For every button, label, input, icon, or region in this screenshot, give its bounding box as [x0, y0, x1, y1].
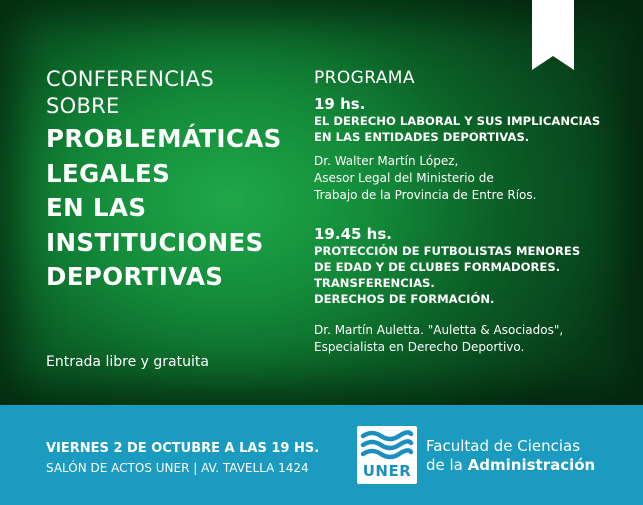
session1-speaker-line: Dr. Walter Martín López, [314, 154, 459, 168]
session1-speaker [314, 153, 624, 204]
program-block [314, 68, 624, 356]
program-title: PROGRAMA [314, 68, 415, 88]
session1-topic-line: EL DERECHO LABORAL Y SUS IMPLICANCIAS [314, 114, 601, 128]
event-title-line: LEGALES [46, 158, 171, 188]
faculty-line2-prefix: de la [426, 456, 468, 474]
faculty-line2-bold: Administración [467, 456, 596, 474]
event-title-line: PROBLEMÁTICAS [46, 124, 282, 153]
session2-topic-line: DE EDAD Y DE CLUBES FORMADORES. [314, 260, 561, 274]
event-title-line: INSTITUCIONES [46, 227, 264, 257]
session1-topic-line: EN LAS ENTIDADES DEPORTIVAS. [314, 130, 530, 144]
session1-time: 19 hs. [314, 95, 366, 113]
session2-speaker-line: Dr. Martín Auletta. "Auletta & Asociados", [314, 323, 564, 337]
event-date: VIERNES 2 DE OCTUBRE A LAS 19 HS. [46, 441, 320, 456]
session2-topic-line: TRANSFERENCIAS. [314, 276, 435, 290]
session2-topic-line: DERECHOS DE FORMACIÓN. [314, 292, 495, 306]
conference-label-line2: SOBRE [46, 94, 120, 118]
event-title-line: DEPORTIVAS [46, 262, 224, 291]
session1-topic [314, 113, 624, 145]
session2-speaker [314, 322, 624, 356]
conference-label-line1: CONFERENCIAS [46, 67, 214, 91]
logo-text: UNER [362, 462, 412, 480]
wave-icon [357, 426, 417, 462]
session1-speaker-line: Trabajo de la Provincia de Entre Ríos. [314, 188, 537, 202]
free-entry-note: Entrada libre y gratuita [46, 354, 209, 370]
session2-time: 19.45 hs. [314, 225, 392, 243]
event-place: SALÓN DE ACTOS UNER | AV. TAVELLA 1424 [46, 461, 309, 475]
faculty-name [426, 437, 595, 475]
session2-speaker-line: Especialista en Derecho Deportivo. [314, 340, 525, 354]
faculty-line2 [426, 456, 595, 475]
faculty-line1: Facultad de Ciencias [426, 437, 581, 455]
session2-topic [314, 243, 624, 307]
event-title-line: EN LAS [46, 193, 147, 222]
session2-topic-line: PROTECCIÓN DE FUTBOLISTAS MENORES [314, 244, 581, 258]
event-title [46, 122, 282, 295]
event-title-block [46, 66, 282, 295]
uner-logo [357, 426, 417, 484]
session1-speaker-line: Asesor Legal del Ministerio de [314, 171, 494, 185]
